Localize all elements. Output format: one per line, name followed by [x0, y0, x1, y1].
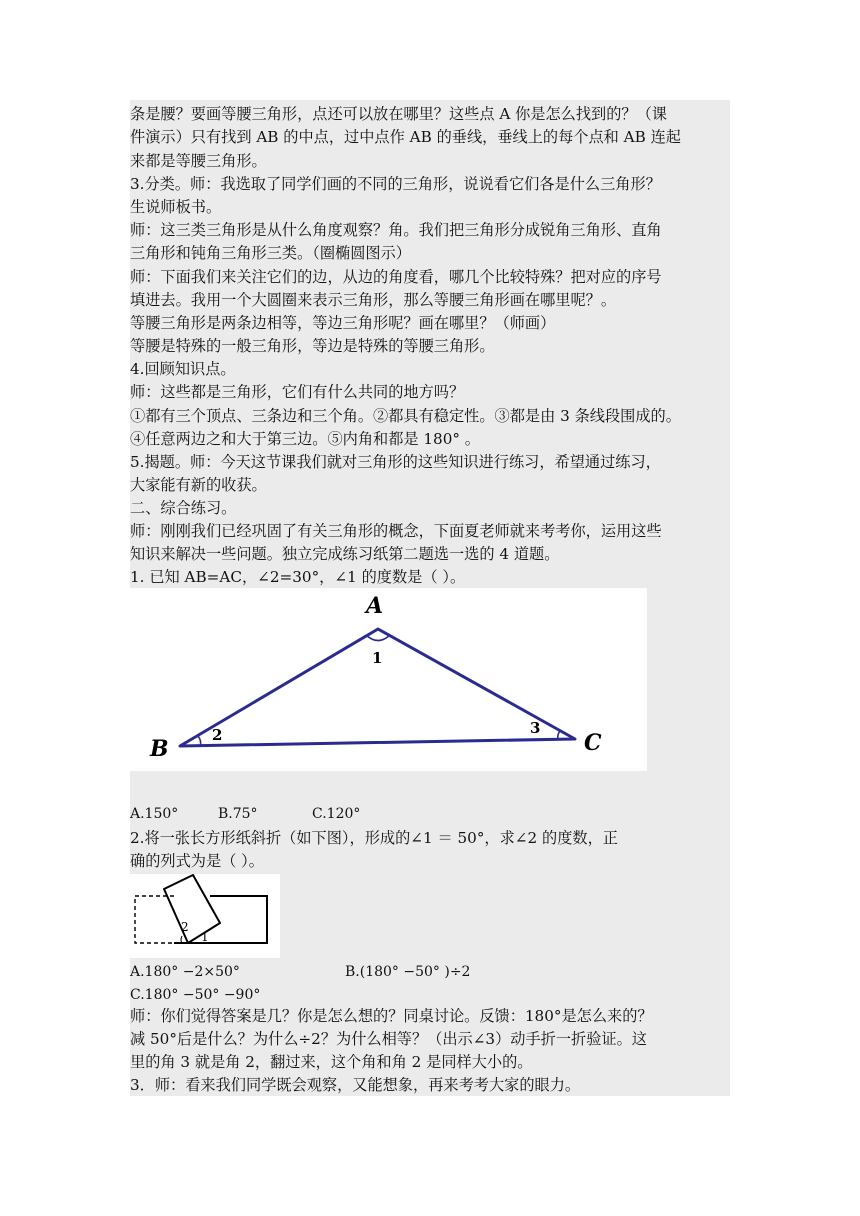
- question-2: 2.将一张长方形纸斜折（如下图），形成的∠1 ＝ 50°，求∠2 的度数，正: [130, 829, 618, 847]
- text-line: ④任意两边之和大于第三边。⑤内角和都是 180° 。: [130, 430, 480, 448]
- text-line: 师：刚刚我们已经巩固了有关三角形的概念，下面夏老师就来考考你，运用这些: [130, 522, 662, 540]
- text-line: 三角形和钝角三角形三类。（圈椭圆图示）: [130, 244, 411, 262]
- q1-option-b: B.75°: [218, 806, 258, 822]
- text-line: 来都是等腰三角形。: [130, 152, 267, 170]
- question-2-cont: 确的列式为是（ ）。: [130, 852, 264, 870]
- text-line: 3.分类。师：我选取了同学们画的不同的三角形，说说看它们各是什么三角形？: [130, 175, 661, 193]
- text-line: 生说师板书。: [130, 198, 222, 216]
- angle-1-label: 1: [372, 649, 383, 667]
- text-line: 二、综合练习。: [130, 499, 237, 517]
- text-line: 件演示）只有找到 AB 的中点，过中点作 AB 的垂线，垂线上的每个点和 AB 连起: [130, 128, 681, 146]
- q1-option-a: A.150°: [130, 806, 179, 822]
- vertex-b-label: B: [150, 736, 169, 762]
- text-line: 师：这三类三角形是从什么角度观察？角。我们把三角形分成锐角三角形、直角: [130, 221, 662, 239]
- paper-rectangle: [184, 896, 267, 943]
- text-line: 条是腰？要画等腰三角形，点还可以放在哪里？这些点 A 你是怎么找到的？（课: [130, 105, 667, 123]
- text-line: 等腰三角形是两条边相等，等边三角形呢？画在哪里？（师画）: [130, 314, 556, 332]
- angle-1-label: 1: [201, 930, 209, 944]
- vertex-a-label: A: [366, 593, 384, 619]
- angle-3-label: 3: [530, 719, 541, 737]
- text-line: 里的角 3 就是角 2，翻过来，这个角和角 2 是同样大小的。: [130, 1053, 533, 1071]
- folded-paper-figure: [130, 874, 280, 958]
- triangle-figure: [130, 588, 647, 771]
- q1-options: [130, 804, 730, 824]
- q1-option-c: C.120°: [312, 806, 361, 822]
- folded-paper-diagram: [130, 874, 280, 958]
- text-line: 师：这些都是三角形，它们有什么共同的地方吗？: [130, 383, 465, 401]
- triangle-abc: [180, 629, 575, 746]
- q2-option-a: A.180° −2×50°: [130, 964, 240, 980]
- text-line: 3．师：看来我们同学既会观察，又能想象，再来考考大家的眼力。: [130, 1076, 581, 1094]
- triangle-diagram: [130, 588, 647, 771]
- document-page: [130, 100, 730, 1096]
- q2-options-row-1: [130, 962, 730, 982]
- text-line: 等腰是特殊的一般三角形，等边是特殊的等腰三角形。: [130, 337, 495, 355]
- text-line: ①都有三个顶点、三条边和三个角。②都具有稳定性。③都是由 3 条线段围成的。: [130, 407, 681, 425]
- text-line: 大家能有新的收获。: [130, 476, 267, 494]
- angle-2-label: 2: [181, 920, 189, 934]
- text-line: 5.揭题。师：今天这节课我们就对三角形的这些知识进行练习，希望通过练习，: [130, 453, 661, 471]
- q2-option-c: C.180° −50° −90°: [130, 987, 261, 1003]
- text-line: 4.回顾知识点。: [130, 360, 236, 378]
- fold-angle-arc: [181, 936, 182, 943]
- q2-option-b: B.(180° −50° )÷2: [345, 964, 471, 980]
- text-line: 知识来解决一些问题。独立完成练习纸第二题选一选的 4 道题。: [130, 545, 560, 563]
- vertex-c-label: C: [584, 730, 602, 756]
- angle-1-arc: [366, 635, 390, 641]
- angle-2-label: 2: [212, 726, 223, 744]
- question-1: 1. 已知 AB=AC，∠2=30°，∠1 的度数是（ ）。: [130, 568, 466, 586]
- text-line: 师：你们觉得答案是几？你是怎么想的？同桌讨论。反馈：180°是怎么来的？: [130, 1007, 653, 1025]
- original-paper-outline: [135, 896, 174, 943]
- text-line: 减 50°后是什么？为什么÷2？为什么相等？（出示∠3）动手折一折验证。这: [130, 1030, 647, 1048]
- folded-flap: [164, 875, 220, 943]
- q2-options-row-2: [130, 985, 730, 1005]
- text-line: 师：下面我们来关注它们的边，从边的角度看，哪几个比较特殊？把对应的序号: [130, 268, 662, 286]
- text-line: 填进去。我用一个大圆圈来表示三角形，那么等腰三角形画在哪里呢？。: [130, 291, 616, 309]
